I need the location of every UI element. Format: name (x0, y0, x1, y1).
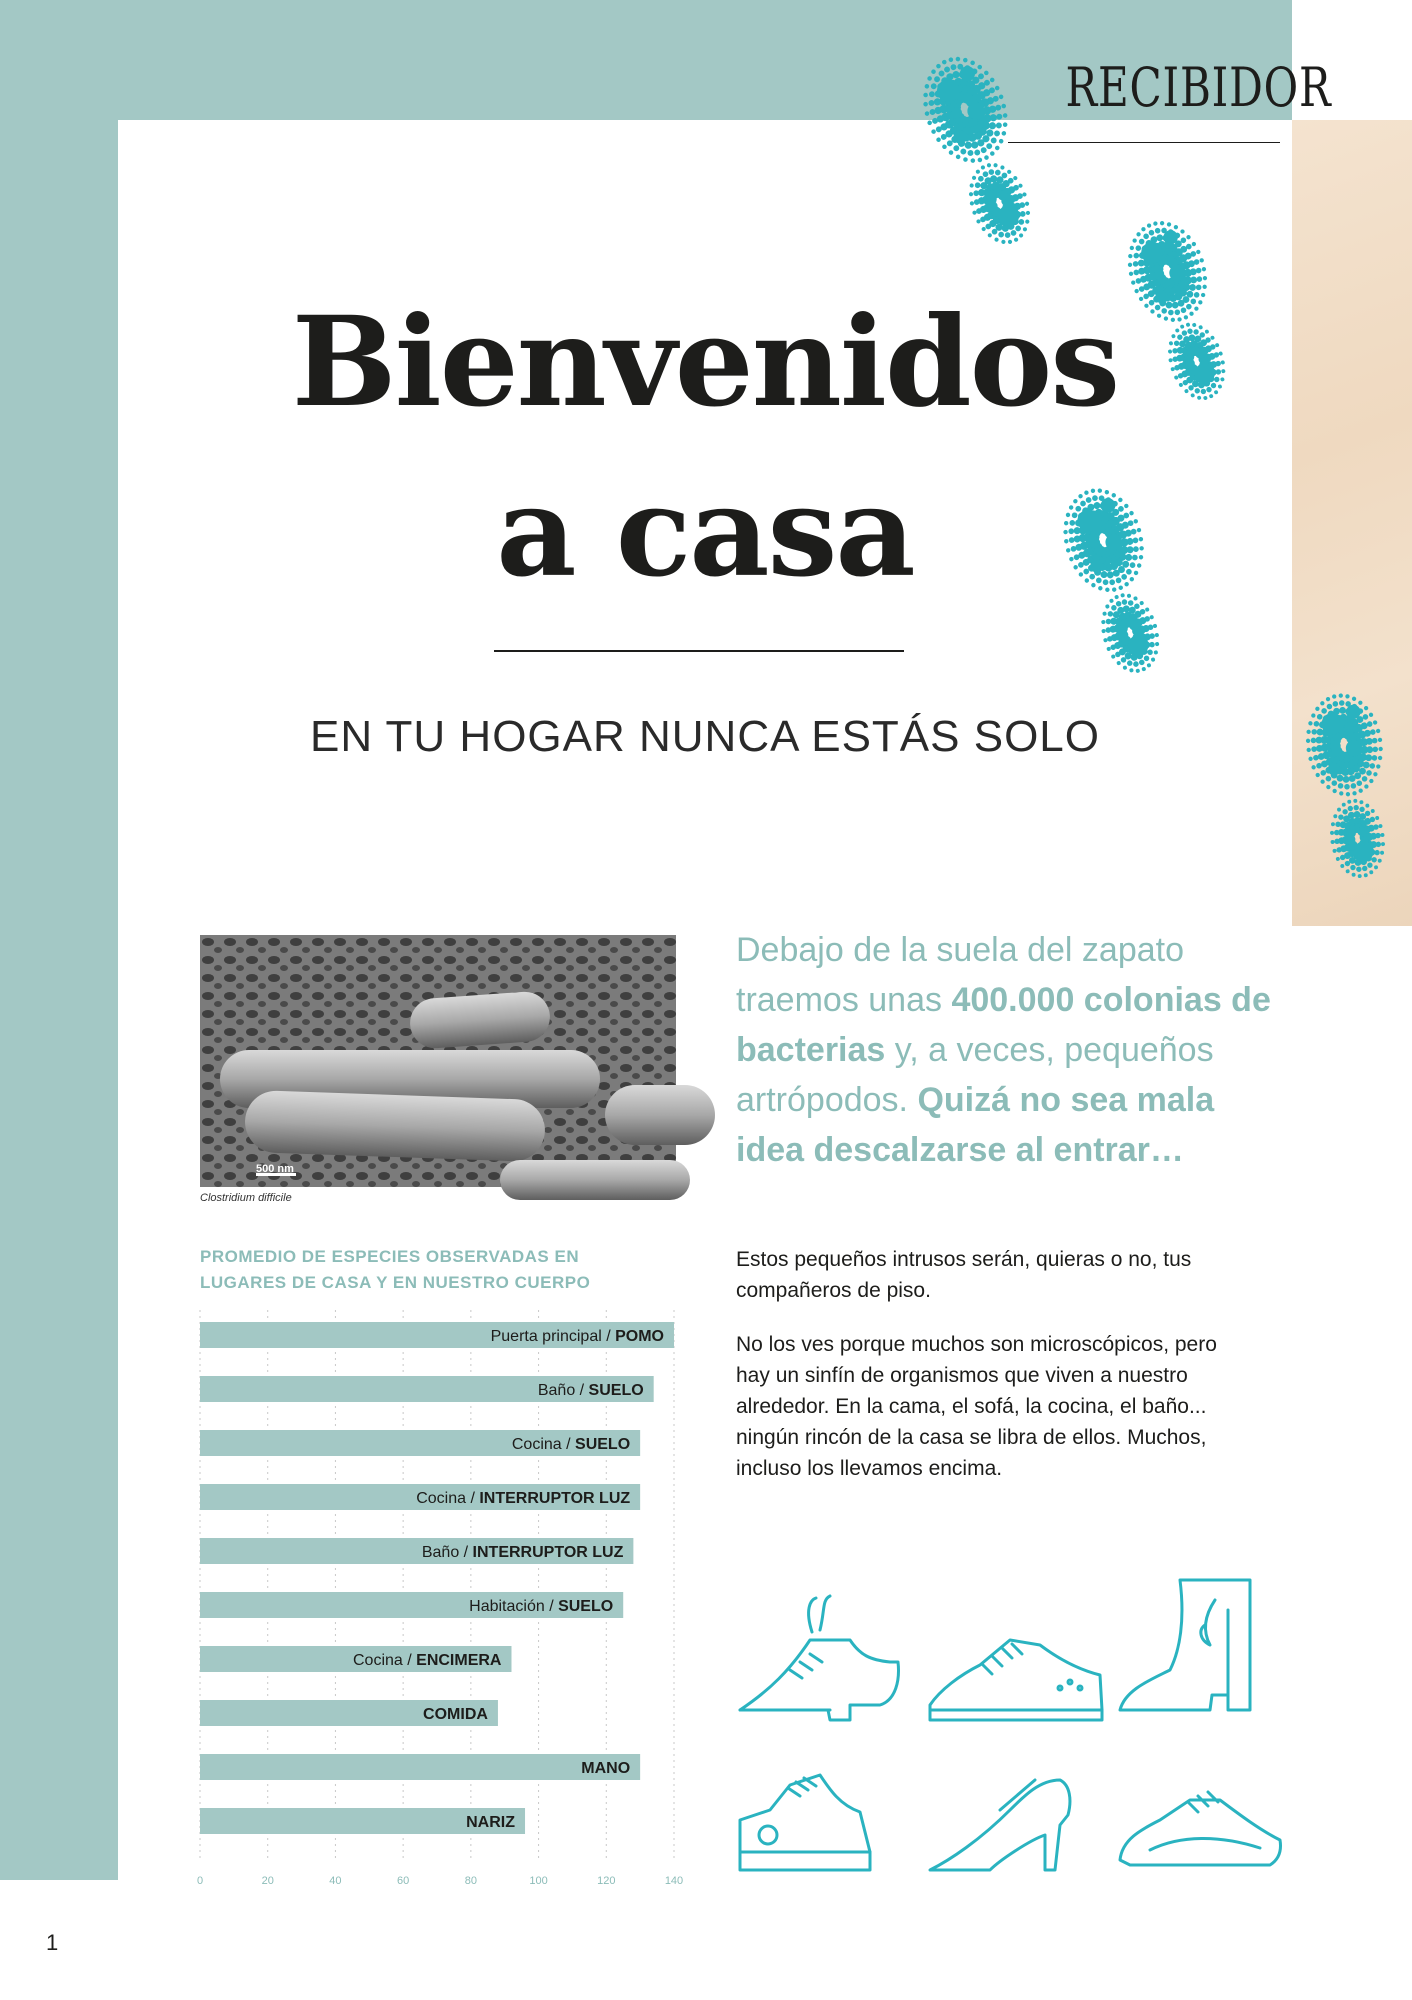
shoe-icons (730, 1570, 1290, 1890)
footprint-dot (1173, 224, 1178, 229)
converse-sneaker-icon (740, 1775, 870, 1870)
x-tick-label: 100 (529, 1875, 548, 1887)
footprint-dot (1371, 809, 1375, 813)
footprint-dot (1364, 706, 1369, 711)
footprint-dot (931, 129, 937, 135)
bar-label: Cocina / INTERRUPTOR LUZ (416, 1490, 631, 1507)
footprint-dot (1143, 655, 1150, 662)
footprint-dot (998, 94, 1004, 100)
footprint-dot (1138, 659, 1145, 666)
bar-label: Cocina / SUELO (511, 1436, 631, 1453)
footprint-dot (1332, 849, 1336, 853)
footprint-dot (1186, 234, 1191, 239)
footprint-dot (1141, 667, 1146, 672)
footprint-dot (1345, 792, 1350, 797)
footprint-dot (1359, 806, 1365, 812)
footprint-dot (1308, 756, 1313, 761)
footprint-dot (1141, 227, 1146, 232)
section-rule (1008, 142, 1280, 143)
bar-label: Baño / SUELO (537, 1382, 644, 1399)
bacteria-micrograph (200, 935, 676, 1187)
species-bar-chart (190, 1310, 710, 1887)
footprint-dot (927, 120, 933, 126)
footprint-dot (980, 146, 988, 154)
footprint-dot (1350, 783, 1356, 789)
x-tick-label: 140 (664, 1875, 684, 1887)
footprint-dot (1135, 668, 1140, 673)
footprint-dot (988, 168, 995, 175)
footprint-dot (1001, 130, 1007, 136)
footprint-dot (1159, 220, 1164, 225)
footprint-dot (994, 169, 1001, 176)
footprint-dot (1001, 239, 1006, 244)
footprint-dot (1311, 729, 1317, 735)
x-tick-label: 20 (261, 1875, 274, 1887)
bar-label: MANO (581, 1760, 631, 1777)
footprint-dot (1342, 802, 1346, 806)
footprint-dot (960, 148, 968, 156)
footprint-dot (1133, 661, 1140, 668)
sneaker-icon (930, 1640, 1102, 1720)
footprint-dot (989, 151, 995, 157)
footprint-dot (1358, 788, 1363, 793)
footprint-dot (1332, 694, 1337, 699)
footprint-dot (930, 82, 938, 90)
footprint-dot (1004, 231, 1011, 238)
footprint-dot (936, 137, 942, 143)
footprint-dot (1326, 703, 1332, 709)
footprint-dot (1367, 862, 1373, 868)
footprint-dot (1151, 657, 1156, 662)
body-text (736, 1244, 1256, 1507)
footprint-dot (1153, 650, 1158, 655)
pull-quote-highlight: 400.000 colonias de bacterias (736, 981, 1271, 1069)
footprint-dot (1342, 776, 1350, 784)
footprint-dot (1001, 103, 1007, 109)
page-number: 1 (46, 1930, 59, 1955)
footprint-dot (1006, 169, 1011, 174)
cowboy-boot-icon (1120, 1580, 1250, 1710)
footprint-dot (1007, 239, 1012, 244)
footprint-dot (1369, 870, 1373, 874)
footprint-dot (1127, 262, 1132, 267)
footprint-dot (1129, 668, 1134, 673)
pull-quote-text: y, a veces, pequeños artrópodos. (736, 1031, 1214, 1119)
footprint-dot (962, 57, 968, 63)
footprint-dot (993, 163, 998, 168)
footprint-dot (1326, 697, 1331, 702)
footprint-dot (1336, 857, 1340, 861)
title-divider (494, 650, 904, 652)
footprint-dot (1002, 122, 1008, 128)
footprint-dot (938, 70, 946, 78)
footprint-dot (1332, 789, 1337, 794)
footprint-dot (1024, 201, 1029, 206)
footprint-dot (985, 142, 993, 150)
pull-quote (736, 925, 1291, 1175)
footprint-dot (1331, 780, 1337, 786)
footprint-dot (923, 92, 929, 98)
footprint-dot (1154, 227, 1161, 234)
footprint-dot (1352, 696, 1357, 701)
footprint-dot (955, 154, 961, 160)
bar-label: NARIZ (466, 1814, 516, 1831)
footprint-dot (948, 150, 954, 156)
teal-side-band (0, 0, 118, 1880)
footprint-dot (936, 63, 942, 69)
footprint-dot (1201, 266, 1206, 271)
footprint-dot (964, 141, 973, 150)
footprint-dot (1338, 693, 1343, 698)
footprint-dot (1306, 729, 1311, 734)
page-title (118, 278, 1292, 618)
footprint-dot (924, 83, 930, 89)
x-tick-label: 40 (329, 1875, 342, 1887)
footprint-dot (993, 130, 1001, 138)
bar-label: Cocina / ENCIMERA (353, 1652, 502, 1669)
page-subtitle: EN TU HOGAR NUNCA ESTÁS SOLO (309, 712, 1100, 761)
footprint-dot (963, 157, 969, 163)
bar-label: Habitación / SUELO (469, 1598, 614, 1615)
footprint-dot (1345, 869, 1349, 873)
footprint-dot (1101, 620, 1106, 625)
footprint-dot (1153, 221, 1158, 226)
footprint-dot (1133, 252, 1140, 259)
title-line-1: Bienvenidos (291, 290, 1119, 435)
title-line-2: a casa (496, 460, 914, 605)
micrograph-image (200, 935, 676, 1187)
footprint-dot (1122, 665, 1127, 670)
footprint-dot (1126, 660, 1133, 667)
footprint-dot (1155, 642, 1160, 647)
footprint-dot (990, 137, 998, 145)
footprint-dot (1350, 865, 1356, 871)
footprint-dot (1138, 238, 1145, 245)
footprint-dot (1132, 238, 1137, 243)
footprint-dot (1111, 654, 1116, 659)
footprint-dot (1361, 776, 1367, 782)
footprint-dot (1358, 700, 1363, 705)
footprint-dot (1025, 219, 1030, 224)
footprint-dot (1196, 249, 1201, 254)
footprint-dot (1364, 873, 1368, 877)
footprint-dot (1315, 706, 1320, 711)
footprint-dot (1371, 755, 1377, 761)
footprint-dot (1369, 712, 1374, 717)
bar-label: Baño / INTERRUPTOR LUZ (421, 1544, 624, 1561)
footprint-dot (995, 122, 1003, 130)
footprint-dot (1154, 633, 1159, 638)
footprint-dot (1351, 873, 1355, 877)
footprint-dot (1362, 865, 1368, 871)
footprint-dot (1199, 258, 1204, 263)
footprint-dot (1337, 783, 1343, 789)
x-tick-label: 60 (397, 1875, 410, 1887)
footprint-dot (994, 237, 999, 242)
footprint-dot (977, 64, 983, 70)
footprint-dot (977, 157, 983, 163)
footprint-dot (986, 163, 991, 168)
footprint-dot (970, 60, 976, 66)
footprint-dot (1339, 791, 1344, 796)
footprint-dot (1353, 805, 1359, 811)
footprint-dot (1371, 857, 1377, 863)
footprint-dot (1380, 833, 1384, 837)
pull-quote-highlight: Quizá no sea mala idea descalzarse al entrar… (736, 1081, 1215, 1169)
footprint-dot (987, 233, 992, 238)
footprint-dot (1356, 780, 1362, 786)
footprint-dot (1377, 858, 1381, 862)
footprint-dot (1381, 842, 1385, 846)
chart-title: PROMEDIO DE ESPECIES OBSERVADAS EN LUGARES DE CASA Y EN NUESTRO CUERPO (200, 1247, 591, 1292)
footprint-dot (948, 57, 954, 63)
section-tag: RECIBIDOR (1065, 56, 1332, 119)
footprint-dot (1333, 814, 1337, 818)
dress-shoe-icon (740, 1596, 898, 1720)
x-tick-label: 80 (464, 1875, 477, 1887)
footprint-dot (1002, 113, 1008, 119)
footprint-dot (1135, 245, 1142, 252)
footprint-dot (1378, 824, 1382, 828)
footprint-dot (1339, 700, 1345, 706)
footprint-dot (1326, 785, 1331, 790)
footprint-dot (1332, 701, 1338, 707)
footprint-dot (984, 155, 990, 161)
footprint-dot (970, 158, 976, 164)
footprint-dot (950, 63, 958, 71)
footprint-dot (1308, 721, 1313, 726)
footprint-dot (942, 144, 948, 150)
footprint-dot (1311, 765, 1316, 770)
footprint-dot (998, 231, 1005, 238)
footprint-dot (1320, 701, 1325, 706)
footprint-dot (1342, 809, 1348, 815)
body-paragraph: No los ves porque muchos son microscópicos, pero hay un sinfín de organismos que viven a nuestro alrededor. En la cama, el sofá, la cocina, el baño... ningún rincón de la casa se libra de ellos. Muchos, incluso los llevamos encima. (736, 1333, 1217, 1480)
footprint-dot (1378, 737, 1383, 742)
footprint-dot (1018, 233, 1023, 238)
footprint-dot (1345, 694, 1350, 699)
footprint-dot (1128, 253, 1133, 258)
footprint-dot (943, 66, 951, 74)
footprint-dot (1116, 661, 1121, 666)
bar-label: COMIDA (423, 1706, 488, 1723)
x-tick-label: 120 (597, 1875, 616, 1887)
footprint-dot (1306, 747, 1311, 752)
footprint-dot (974, 182, 981, 189)
footprint-dot (1330, 840, 1334, 844)
footprint-dot (1191, 241, 1196, 246)
running-shoe-icon (1120, 1792, 1281, 1865)
footprint-dot (1101, 629, 1106, 634)
footprint-dot (928, 90, 936, 98)
footprint-dot (1340, 864, 1344, 868)
footprint-dot (994, 85, 1000, 91)
footprint-dot (1325, 776, 1331, 782)
footprint-dot (1353, 799, 1357, 803)
footprint-dot (967, 149, 975, 157)
footprint-dot (1338, 814, 1344, 820)
footprint-dot (1378, 756, 1383, 761)
footprint-dot (968, 192, 973, 197)
footprint-dot (931, 69, 937, 75)
footprint-dot (980, 165, 985, 170)
footprint-dot (969, 183, 974, 188)
footprint-dot (1357, 874, 1361, 878)
footprint-dot (1330, 831, 1334, 835)
x-tick-label: 0 (196, 1875, 204, 1887)
footprint-dot (1146, 663, 1151, 668)
footprint-dot (1313, 721, 1319, 727)
footprint-dot (1347, 805, 1353, 811)
footprint-dot (1013, 237, 1018, 242)
footprint-dot (1000, 165, 1005, 170)
footprint-dot (1331, 822, 1335, 826)
footprint-icon (909, 45, 1052, 257)
footprint-dot (1146, 223, 1151, 228)
footprint-dot (1378, 747, 1383, 752)
footprint-dot (1347, 799, 1351, 803)
footprint-dot (1025, 210, 1030, 215)
footprint-dot (1022, 227, 1027, 232)
footprint-dot (1366, 770, 1372, 776)
footprint-dot (1317, 714, 1323, 720)
footprint-dot (971, 175, 976, 180)
footprint-dot (998, 138, 1004, 144)
footprint-dot (1306, 738, 1311, 743)
footprint-dot (1339, 707, 1347, 715)
footprint-dot (1356, 866, 1362, 872)
footprint-dot (1359, 800, 1363, 804)
footprint-dot (1315, 773, 1320, 778)
footprint-dot (1365, 803, 1369, 807)
footprint-dot (1373, 772, 1378, 777)
footprint-dot (973, 149, 981, 157)
footprint-dot (994, 145, 1000, 151)
footprint-dot (1373, 720, 1378, 725)
footprint-dot (1136, 232, 1141, 237)
footprint-dot (1180, 229, 1185, 234)
footprint-dot (1128, 271, 1133, 276)
footprint-dot (1166, 222, 1171, 227)
footprint-dot (1018, 218, 1025, 225)
footprint-dot (1369, 763, 1375, 769)
footprint-dot (1321, 708, 1327, 714)
footprint-dot (1148, 229, 1155, 236)
footprint-dot (1344, 784, 1350, 790)
footprint-dot (1376, 764, 1381, 769)
footprint-dot (924, 111, 930, 117)
footprint-dot (1375, 816, 1379, 820)
photo-caption: Clostridium difficile (200, 1192, 292, 1204)
footprint-dot (1380, 851, 1384, 855)
footprint-dot (1376, 729, 1381, 734)
body-paragraph: Estos pequeños intrusos serán, quieras o no, tus compañeros de piso. (736, 1248, 1192, 1302)
pull-quote-text: Debajo de la suela del zapato traemos unas (736, 931, 1184, 1019)
footprint-dot (1364, 784, 1369, 789)
footprint-dot (1143, 233, 1150, 240)
footprint-dot (1129, 245, 1134, 250)
footprint-icon (1299, 689, 1400, 883)
footprint-dot (1369, 779, 1374, 784)
footprint-dot (1320, 779, 1325, 784)
footprint-dot (923, 101, 929, 107)
footprint-dot (933, 75, 941, 83)
chart-bar (200, 1754, 640, 1780)
footprint-dot (941, 59, 947, 65)
footprint-dot (955, 56, 961, 62)
footprint-dot (969, 201, 974, 206)
footprint-dot (975, 169, 980, 174)
footprint-dot (1147, 649, 1154, 656)
scale-bar-label: 500 nm (256, 1163, 294, 1175)
footprint-dot (983, 70, 989, 76)
footprint-dot (1374, 865, 1378, 869)
footprint-dot (1311, 713, 1316, 718)
footprint-dot (927, 76, 933, 82)
footprint-dot (1337, 807, 1341, 811)
footprint-dot (989, 77, 995, 83)
footprint-dot (1352, 791, 1357, 796)
mary-jane-heel-icon (930, 1780, 1070, 1870)
bar-label: Puerta principal / POMO (490, 1328, 664, 1345)
